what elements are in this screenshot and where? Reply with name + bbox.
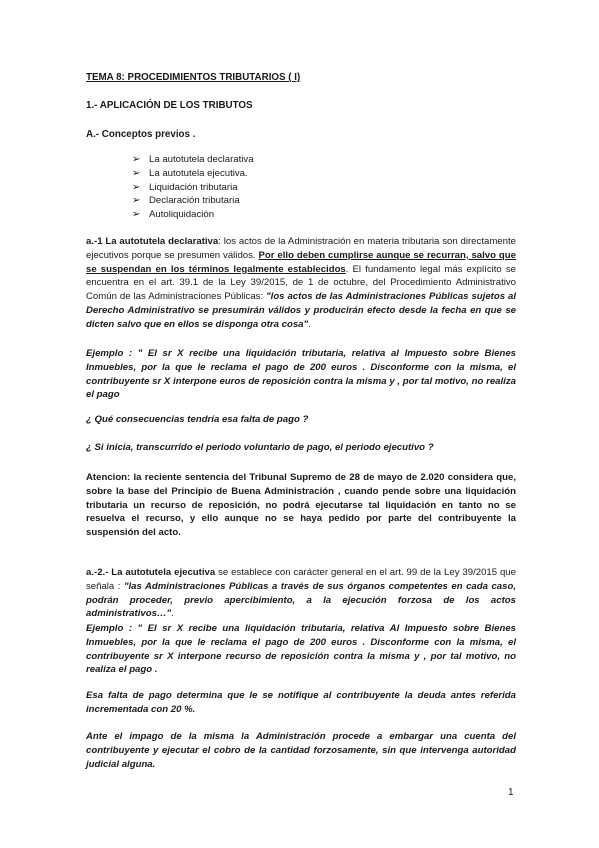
concepts-list [132, 153, 254, 222]
attention-text: considera que, sobre la base del Principio de Buena Administración , cuando pende sobre una liquidación tributaria un recurso de reposición, no podrá ejecutarse tal liquidación en tanto no se resuelva el recurso, y ello aunque no se haya pedido por parte del contribuyente la suspensión del acto. [86, 472, 516, 539]
arrowhead-bullet-icon: ➢ [132, 209, 141, 221]
section-heading-aplicacion: 1.- APLICACIÓN DE LOS TRIBUTOS [86, 100, 253, 111]
paragraph-text: se establece con carácter general en el art. 99 de la Ley 39/2015 que señala : [86, 567, 516, 592]
arrowhead-bullet-icon: ➢ [132, 181, 141, 193]
arrowhead-bullet-icon: ➢ [132, 195, 141, 207]
list-item-label: La autotutela ejecutiva. [149, 167, 248, 179]
consequence-1: Esa falta de pago determina que le se notifique al contribuyente la deuda antes referida incrementada con 20 %. [86, 690, 516, 715]
paragraph-text: . El fundamento legal más explícito se encuentra en el art. 39.1 de la Ley 39/2015, de 1 de octubre, del Procedimiento Administrativo Común de las Administraciones Públicas: [86, 263, 516, 303]
subsection-heading-conceptos: A.- Conceptos previos . [86, 129, 196, 140]
document-title: TEMA 8: PROCEDIMIENTOS TRIBUTARIOS ( I) [86, 72, 301, 83]
arrowhead-bullet-icon: ➢ [132, 167, 141, 179]
legal-quote: "las Administraciones Públicas a través de sus órganos competentes en cada caso, podrán proceder, previo apercibimiento, a la ejecución forzosa de los actos administrativos…" [86, 580, 516, 620]
paragraph-text: : los actos de la Administración en materia tributaria son directamente ejecutivos porque se presumen válidos. [86, 236, 516, 261]
example-2: Ejemplo : " El sr X recibe una liquidación tributaria, relativa Al Impuesto sobre Bienes Inmuebles, por la que le reclama el pago de 200 euros . Disconforme con la misma, el contribuyente sr X interpone recurso de reposición contra la misma y , por tal motivo, no realiza el pago . [86, 623, 516, 676]
list-item [132, 153, 254, 167]
legal-quote: "los actos de las Administraciones Públicas sujetos al Derecho Administrativo se presumirán válidos y producirán efecto desde la fecha en que se dicten salvo que en ellos se disponga otra cosa" [86, 291, 517, 330]
paragraph-lead: a.-2.- La autotutela ejecutiva [86, 567, 216, 578]
list-item-label: Declaración tributaria [149, 195, 240, 207]
list-item [132, 208, 254, 222]
paragraph-lead: a.-1 La autotutela declarativa [86, 236, 219, 247]
list-item [132, 181, 254, 195]
list-item-label: Autoliquidación [149, 209, 215, 221]
question-1: ¿ Qué consecuencias tendría esa falta de pago ? [86, 414, 309, 425]
page-number: 1 [508, 787, 514, 798]
list-item-label: Liquidación tributaria [149, 181, 238, 193]
paragraph-text: . [171, 608, 174, 620]
list-item [132, 194, 254, 208]
paragraph-text: . [308, 318, 311, 330]
list-item-label: La autotutela declarativa [149, 154, 254, 165]
list-item [132, 167, 254, 181]
question-2: ¿ Si inicia, transcurrido el periodo voluntario de pago, el periodo ejecutivo ? [86, 442, 434, 453]
attention-year: 2.020 [420, 472, 445, 483]
example-1: Ejemplo : " El sr X recibe una liquidación tributaria, relativa al Impuesto sobre Bienes Inmuebles, por la que le reclama el pago de 200 euros . Disconforme con la misma, el contribuyente sr X interpone euros de reposición contra la misma y , por tal motivo, no realiza el pago [86, 348, 516, 401]
underlined-text: Por ello deben cumplirse aunque se recurran, salvo que se suspendan en los términos legalmente establecidos [86, 249, 516, 275]
paragraph-autotutela-ejecutiva [86, 566, 516, 621]
arrowhead-bullet-icon: ➢ [132, 154, 141, 165]
consequence-2: Ante el impago de la misma la Administración procede a embargar una cuenta del contribuyente y ejecutar el cobro de la cantidad forzosamente, sin que intervenga autoridad judicial alguna. [86, 731, 516, 770]
attention-text: Atencion: la reciente sentencia del Tribunal Supremo de 28 de mayo de [86, 472, 421, 483]
attention-note [86, 471, 516, 540]
paragraph-autotutela-declarativa [86, 235, 516, 332]
